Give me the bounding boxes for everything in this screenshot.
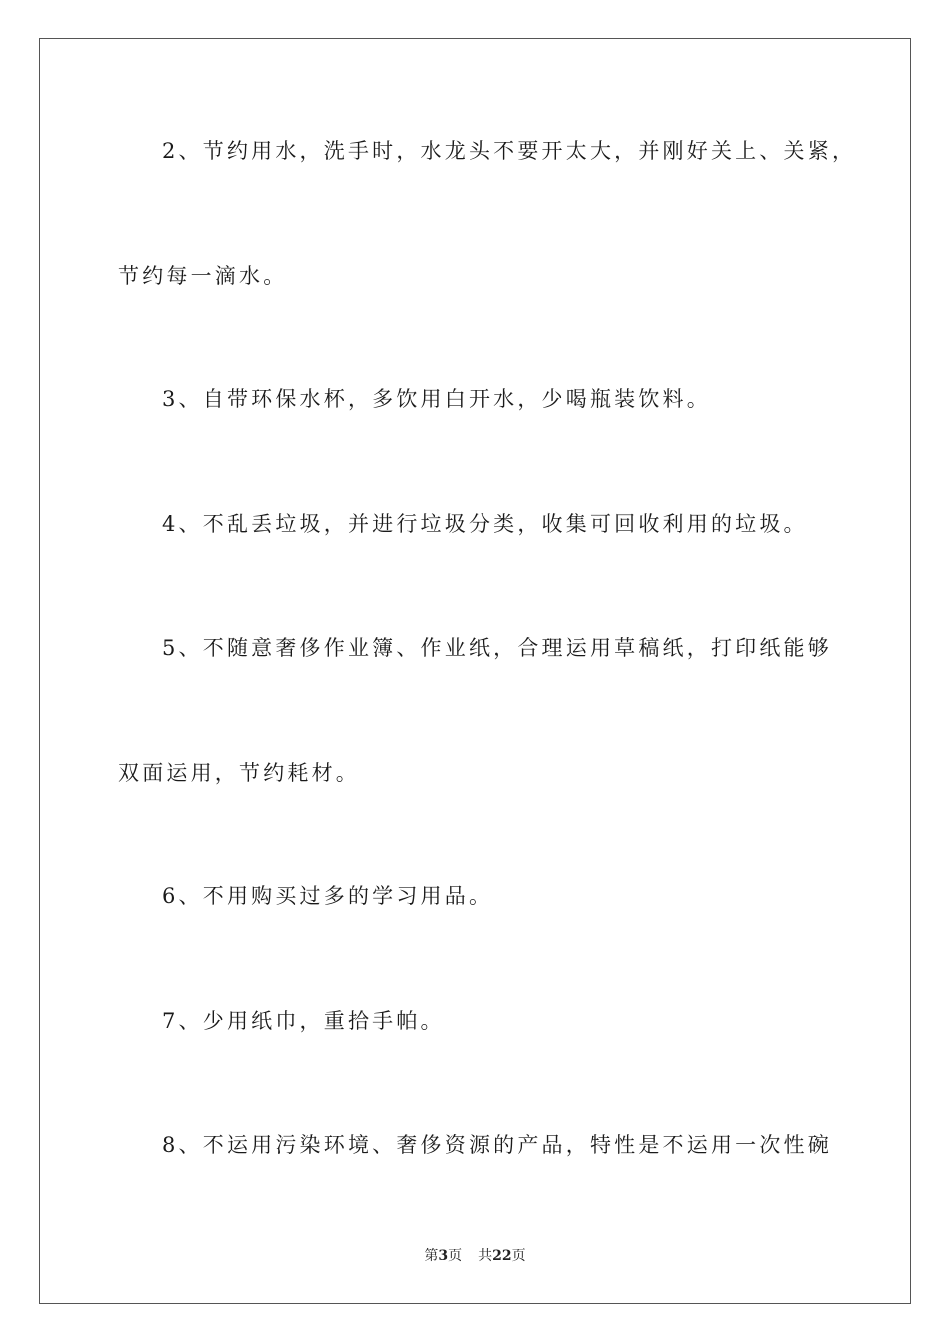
footer-total-pages: 22	[492, 1248, 512, 1264]
paragraph-2-line-2: 节约每一滴水。	[118, 264, 288, 288]
footer-page-suffix: 页	[448, 1248, 463, 1264]
paragraph-6: 6、不用购买过多的学习用品。	[162, 884, 494, 908]
paragraph-8-line-1: 8、不运用污染环境、奢侈资源的产品，特性是不运用一次性碗	[162, 1133, 832, 1157]
paragraph-2-line-1: 2、节约用水，洗手时，水龙头不要开太大，并刚好关上、关紧，	[162, 139, 857, 163]
footer-total-prefix: 共	[478, 1248, 493, 1264]
footer-page-number: 3	[438, 1248, 449, 1264]
footer-page-prefix: 第	[424, 1248, 439, 1264]
footer-total-suffix: 页	[511, 1248, 526, 1264]
paragraph-5-line-2: 双面运用，节约耗材。	[118, 761, 360, 785]
paragraph-5-line-1: 5、不随意奢侈作业簿、作业纸，合理运用草稿纸，打印纸能够	[162, 636, 832, 660]
page-frame	[39, 38, 911, 1304]
paragraph-7: 7、少用纸巾，重拾手帕。	[162, 1009, 445, 1033]
page-footer	[0, 1246, 950, 1266]
paragraph-4: 4、不乱丢垃圾，并进行垃圾分类，收集可回收利用的垃圾。	[162, 512, 808, 536]
paragraph-3: 3、自带环保水杯，多饮用白开水，少喝瓶装饮料。	[162, 387, 711, 411]
